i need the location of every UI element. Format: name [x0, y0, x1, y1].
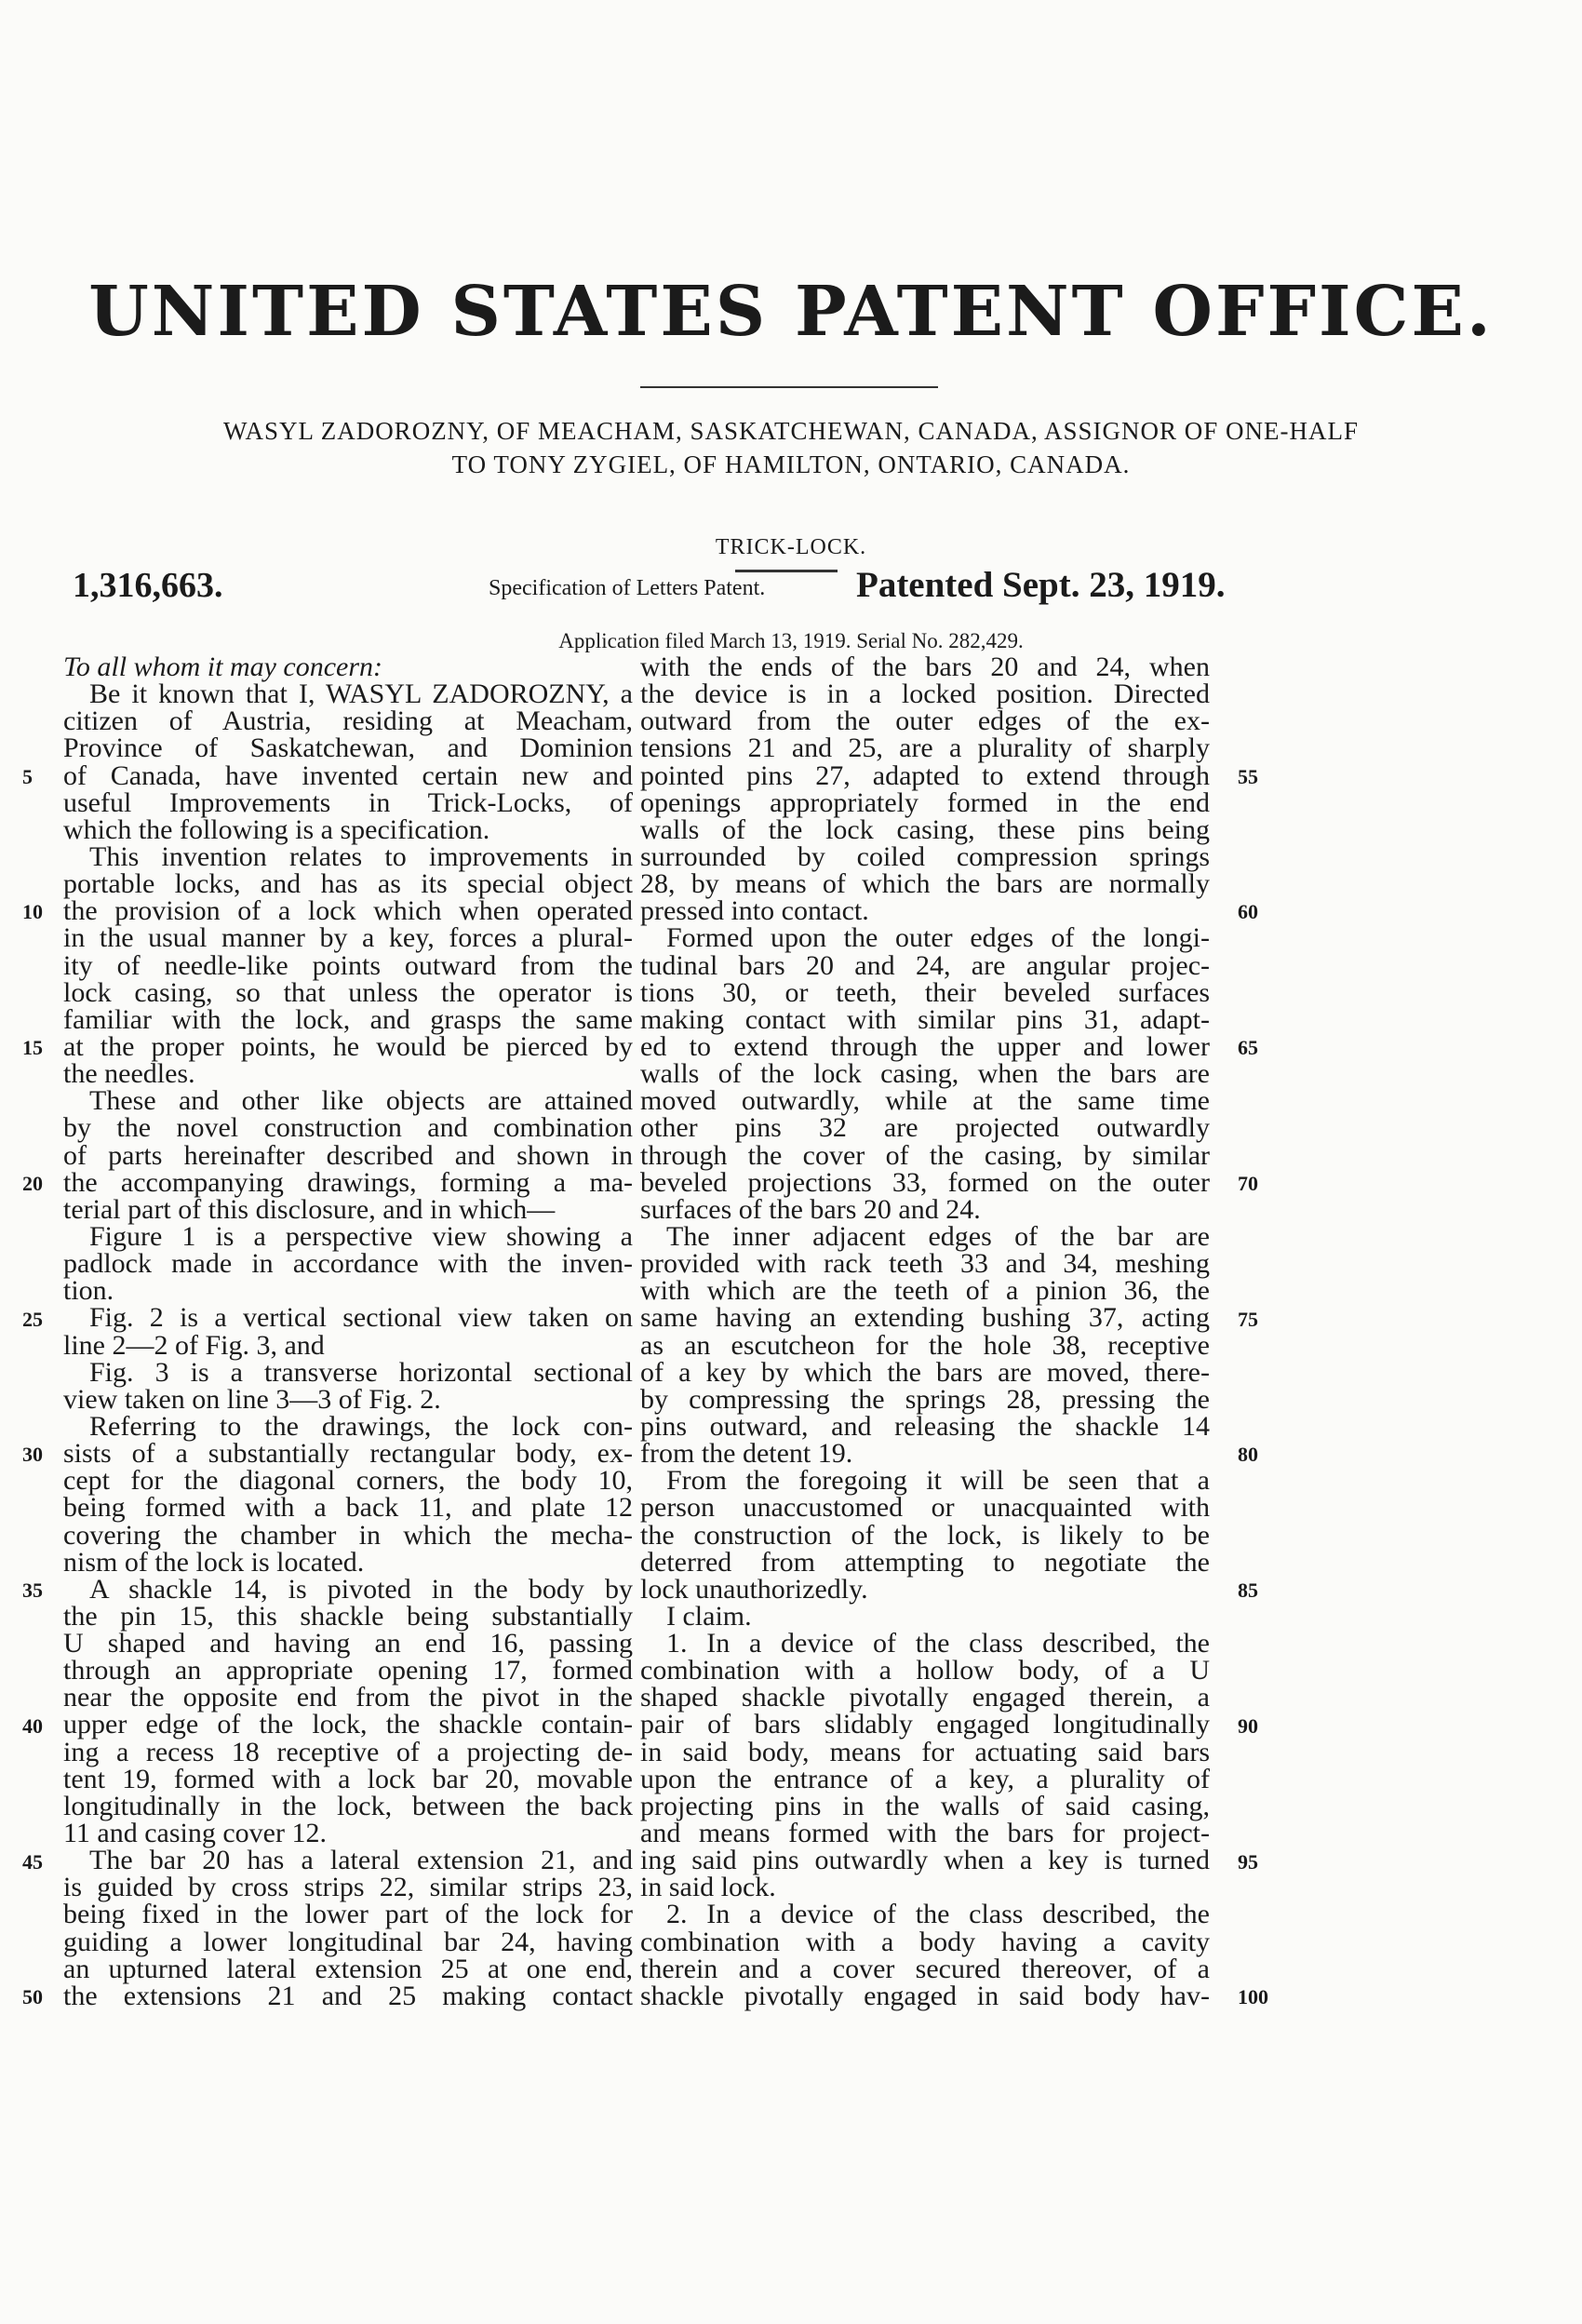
text-line: the accompanying drawings, forming a ma-	[63, 1166, 633, 1198]
line-number: 45	[22, 1849, 43, 1874]
text-line: the pin 15, this shackle being substantially	[63, 1600, 633, 1632]
text-line: Be it known that I, WASYL ZADOROZNY, a	[89, 678, 633, 710]
text-line: shaped shackle pivotally engaged therein, a	[640, 1682, 1210, 1713]
text-line: Fig. 2 is a vertical sectional view taken on	[89, 1302, 633, 1334]
text-line: pins outward, and releasing the shackle 14	[640, 1410, 1210, 1442]
text-line: by the novel construction and combination	[63, 1112, 633, 1144]
line-number: 30	[22, 1443, 43, 1467]
text-line: in said body, means for actuating said bars	[640, 1736, 1210, 1767]
text-line: 2. In a device of the class described, the	[666, 1899, 1210, 1930]
text-line: Province of Saskatchewan, and Dominion	[63, 732, 633, 764]
line-number: 35	[22, 1578, 43, 1603]
line-number: 5	[22, 764, 33, 788]
text-line: ing said pins outwardly when a key is turned	[640, 1845, 1210, 1876]
text-line: by compressing the springs 28, pressing the	[640, 1383, 1210, 1415]
text-line: the construction of the lock, is likely to be	[640, 1519, 1210, 1551]
text-line: The bar 20 has a lateral extension 21, and	[89, 1845, 633, 1876]
line-number: 90	[1238, 1713, 1258, 1738]
text-line: through the cover of the casing, by similar	[640, 1139, 1210, 1171]
text-line: of Canada, have invented certain new and	[63, 759, 633, 791]
text-line: upper edge of the lock, the shackle contain-	[63, 1709, 633, 1740]
text-line: tion.	[63, 1275, 114, 1307]
text-line: the needles.	[63, 1058, 195, 1090]
line-number: 95	[1238, 1849, 1258, 1874]
text-line: ed to extend through the upper and lower	[640, 1030, 1210, 1062]
text-line: Fig. 3 is a transverse horizontal sectional	[89, 1356, 633, 1388]
patent-number: 1,316,663.	[73, 566, 223, 605]
text-line: moved outwardly, while at the same time	[640, 1085, 1210, 1117]
text-line: To all whom it may concern:	[63, 652, 383, 682]
text-line: same having an extending bushing 37, acting	[640, 1302, 1210, 1334]
text-line: I claim.	[666, 1600, 752, 1632]
line-number: 80	[1238, 1443, 1258, 1467]
text-line: outward from the outer edges of the ex-	[640, 705, 1210, 737]
text-line: the extensions 21 and 25 making contact	[63, 1980, 633, 2011]
text-line: tions 30, or teeth, their beveled surfaces	[640, 976, 1210, 1008]
text-line: longitudinally in the lock, between the back	[63, 1790, 633, 1821]
line-number: 55	[1238, 764, 1258, 788]
text-line: at the proper points, he would be pierced by	[63, 1030, 633, 1062]
line-number: 65	[1238, 1036, 1258, 1060]
line-number: 50	[22, 1985, 43, 2009]
text-line: surrounded by coiled compression springs	[640, 840, 1210, 872]
header-rule	[640, 386, 938, 388]
text-line: other pins 32 are projected outwardly	[640, 1112, 1210, 1144]
text-line: Referring to the drawings, the lock con-	[89, 1410, 633, 1442]
text-line: therein and a cover secured thereover, of a	[640, 1953, 1210, 1984]
text-line: covering the chamber in which the mecha-	[63, 1519, 633, 1551]
text-line: view taken on line 3—3 of Fig. 2.	[63, 1383, 441, 1415]
text-line: combination with a hollow body, of a U	[640, 1655, 1210, 1686]
text-line: sists of a substantially rectangular body, ex-	[63, 1438, 633, 1470]
text-line: cept for the diagonal corners, the body 10,	[63, 1465, 633, 1497]
text-line: lock unauthorizedly.	[640, 1573, 868, 1605]
patented-date: Patented Sept. 23, 1919.	[856, 565, 1226, 605]
text-line: shackle pivotally engaged in said body hav-	[640, 1980, 1210, 2011]
line-number: 25	[22, 1307, 43, 1331]
text-line: being fixed in the lower part of the lock for	[63, 1899, 633, 1930]
text-line: through an appropriate opening 17, formed	[63, 1655, 633, 1686]
line-number: 70	[1238, 1171, 1258, 1195]
text-line: padlock made in accordance with the inven-	[63, 1248, 633, 1280]
text-line: ity of needle-like points outward from the	[63, 949, 633, 981]
line-number: 10	[22, 900, 43, 924]
text-line: Figure 1 is a perspective view showing a	[89, 1220, 633, 1252]
text-line: terial part of this disclosure, and in which—	[63, 1193, 556, 1225]
text-line: openings appropriately formed in the end	[640, 786, 1210, 818]
text-line: being formed with a back 11, and plate 12	[63, 1492, 633, 1524]
text-line: deterred from attempting to negotiate the	[640, 1546, 1210, 1578]
text-line: the provision of a lock which when operated	[63, 895, 633, 927]
text-line: This invention relates to improvements in	[89, 840, 633, 872]
text-line: These and other like objects are attained	[89, 1085, 633, 1117]
text-line: line 2—2 of Fig. 3, and	[63, 1329, 325, 1361]
text-line: making contact with similar pins 31, adapt-	[640, 1003, 1210, 1035]
line-number: 75	[1238, 1307, 1258, 1331]
line-number: 40	[22, 1713, 43, 1738]
text-line: with which are the teeth of a pinion 36, the	[640, 1275, 1210, 1307]
specification-label: Specification of Letters Patent.	[489, 576, 766, 600]
text-line: in the usual manner by a key, forces a plural-	[63, 922, 633, 954]
text-line: 11 and casing cover 12.	[63, 1818, 327, 1849]
right-column	[640, 653, 1210, 2009]
text-line: familiar with the lock, and grasps the same	[63, 1003, 633, 1035]
text-line: A shackle 14, is pivoted in the body by	[89, 1573, 633, 1605]
text-line: tensions 21 and 25, are a plurality of sharply	[640, 732, 1210, 764]
text-line: which the following is a specification.	[63, 813, 490, 845]
text-line: From the foregoing it will be seen that a	[666, 1465, 1210, 1497]
text-line: near the opposite end from the pivot in the	[63, 1682, 633, 1713]
text-line: in said lock.	[640, 1872, 776, 1903]
text-line: from the detent 19.	[640, 1438, 853, 1470]
text-line: ing a recess 18 receptive of a projecting de-	[63, 1736, 633, 1767]
text-line: as an escutcheon for the hole 38, receptive	[640, 1329, 1210, 1361]
text-line: useful Improvements in Trick-Locks, of	[63, 786, 633, 818]
line-number: 85	[1238, 1578, 1258, 1603]
left-column	[63, 653, 633, 2009]
text-line: an upturned lateral extension 25 at one end,	[63, 1953, 633, 1984]
text-line: upon the entrance of a key, a plurality of	[640, 1763, 1210, 1794]
text-line: walls of the lock casing, when the bars are	[640, 1058, 1210, 1090]
text-line: lock casing, so that unless the operator is	[63, 976, 633, 1008]
inventor-line-2: TO TONY ZYGIEL, OF HAMILTON, ONTARIO, CANADA.	[451, 450, 1131, 478]
line-number: 20	[22, 1171, 43, 1195]
inventor-line-1: WASYL ZADOROZNY, OF MEACHAM, SASKATCHEWAN, CANADA, ASSIGNOR OF ONE-HALF	[222, 417, 1360, 445]
text-line: citizen of Austria, residing at Meacham,	[63, 705, 633, 737]
text-line: projecting pins in the walls of said casing,	[640, 1790, 1210, 1821]
text-line: of a key by which the bars are moved, there-	[640, 1356, 1210, 1388]
application-line: Application filed March 13, 1919. Serial No. 282,429.	[558, 629, 1024, 652]
text-line: person unaccustomed or unacquainted with	[640, 1492, 1210, 1524]
text-line: The inner adjacent edges of the bar are	[666, 1220, 1210, 1252]
text-line: combination with a body having a cavity	[640, 1926, 1210, 1957]
text-line: 28, by means of which the bars are normally	[640, 868, 1210, 900]
text-line: portable locks, and has as its special object	[63, 868, 633, 900]
text-line: with the ends of the bars 20 and 24, when	[640, 652, 1210, 682]
text-line: provided with rack teeth 33 and 34, meshing	[640, 1248, 1210, 1280]
text-line: the device is in a locked position. Directed	[640, 678, 1210, 710]
text-line: walls of the lock casing, these pins being	[640, 813, 1210, 845]
text-line: beveled projections 33, formed on the outer	[640, 1166, 1210, 1198]
text-line: guiding a lower longitudinal bar 24, having	[63, 1926, 633, 1957]
office-heading: UNITED STATES PATENT OFFICE.	[88, 272, 1494, 352]
title-rule	[735, 570, 838, 572]
text-line: is guided by cross strips 22, similar strips 23,	[63, 1872, 633, 1903]
text-line: tent 19, formed with a lock bar 20, movable	[63, 1763, 633, 1794]
text-line: 1. In a device of the class described, the	[666, 1628, 1210, 1659]
text-line: Formed upon the outer edges of the longi-	[666, 922, 1210, 954]
text-line: surfaces of the bars 20 and 24.	[640, 1193, 981, 1225]
patent-title: TRICK-LOCK.	[715, 535, 867, 559]
text-line: U shaped and having an end 16, passing	[63, 1628, 633, 1659]
text-line: tudinal bars 20 and 24, are angular projec-	[640, 949, 1210, 981]
text-line: of parts hereinafter described and shown in	[63, 1139, 633, 1171]
line-number: 15	[22, 1036, 43, 1060]
text-line: pressed into contact.	[640, 895, 869, 927]
text-line: pair of bars slidably engaged longitudinally	[640, 1709, 1210, 1740]
text-line: and means formed with the bars for project-	[640, 1818, 1210, 1849]
line-number: 100	[1238, 1985, 1268, 2009]
line-number: 60	[1238, 900, 1258, 924]
text-line: nism of the lock is located.	[63, 1546, 365, 1578]
text-line: pointed pins 27, adapted to extend through	[640, 759, 1210, 791]
